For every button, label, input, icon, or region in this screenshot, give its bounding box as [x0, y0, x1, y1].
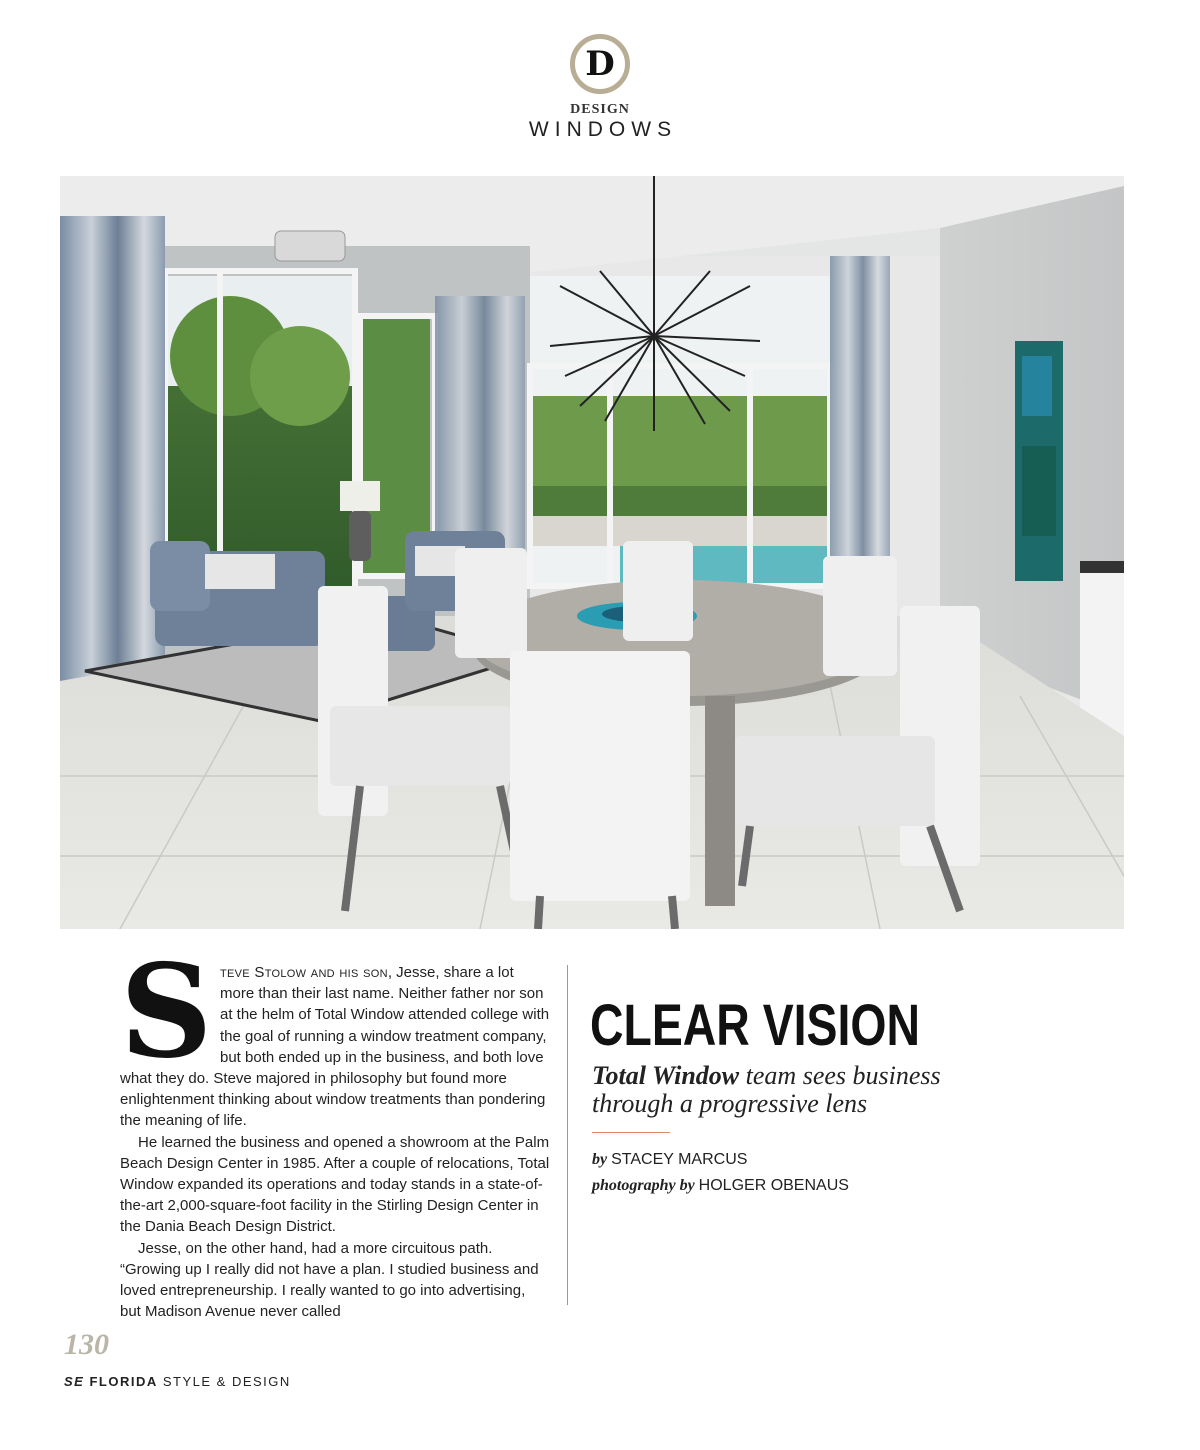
drop-cap: S	[120, 937, 213, 1087]
photo-credit-label: photography by	[592, 1177, 695, 1194]
hero-photo	[60, 176, 1124, 929]
lead-in-caps: teve Stolow and his son	[220, 964, 388, 981]
magazine-florida: FLORIDA	[89, 1374, 158, 1389]
section-header	[0, 34, 1200, 142]
article-subtitle	[592, 1062, 1022, 1118]
dining-room-illustration	[60, 176, 1124, 929]
logo-letter: D	[585, 44, 615, 84]
article-title: CLEAR VISION	[590, 993, 920, 1058]
design-logo-badge	[570, 34, 630, 94]
accent-rule	[592, 1132, 670, 1133]
article-body	[120, 937, 550, 1322]
byline-label: by	[592, 1151, 608, 1168]
paragraph-2: He learned the business and opened a showroom at the Palm Beach Design Center in 1985. After a couple of relocations, Total Window expanded its operations and today stands in a state-of-the-art 2,000-square-foot facility in the Stirling Design Center in the Dania Beach Design District.	[120, 1133, 550, 1236]
subtitle-text: team sees business through a progressive lens	[592, 1061, 941, 1118]
column-divider	[567, 965, 568, 1305]
paragraph-1-text: , Jesse, share a lot more than their last name. Neither father nor son at the helm of Total Window attended college with the goal of running a window treatment company, but both ended up in the business, and both love what they do. Steve majored in philosophy but found more enlightenment thinking about window treatments than pondering the meaning of life.	[120, 964, 550, 1130]
section-kicker: DESIGN	[570, 102, 630, 117]
byline	[592, 1151, 747, 1169]
magazine-se: SE	[64, 1374, 85, 1389]
subtitle-brand: Total Window	[592, 1061, 740, 1090]
byline-name: STACEY MARCUS	[611, 1151, 748, 1168]
photo-credit-name: HOLGER OBENAUS	[698, 1177, 849, 1194]
photo-credit	[592, 1177, 849, 1195]
paragraph-3: Jesse, on the other hand, had a more circuitous path. “Growing up I really did not have a plan. I studied business and loved entrepreneurship. I really wanted to go into advertising, but Madison Avenue never called	[120, 1239, 539, 1321]
magazine-rest: STYLE & DESIGN	[162, 1374, 291, 1389]
page-number: 130	[64, 1328, 109, 1361]
section-name: WINDOWS	[528, 118, 678, 141]
magazine-name	[64, 1374, 291, 1389]
